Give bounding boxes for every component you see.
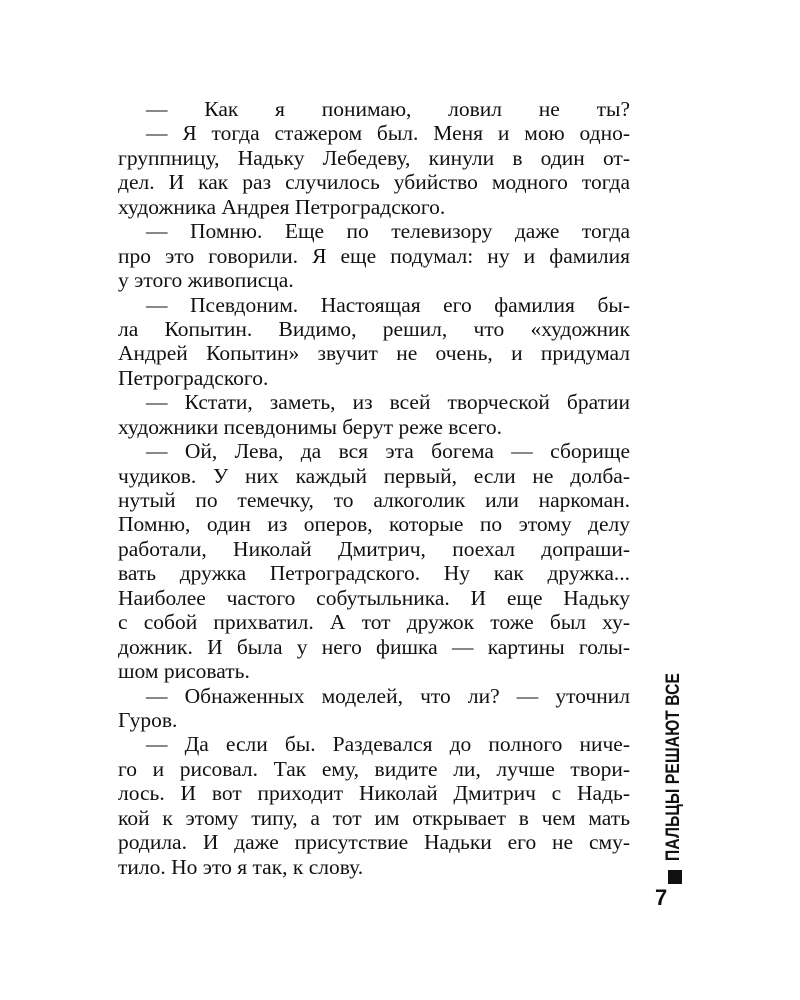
text-line: лось. И вот приходит Николай Дмитрич с Надь- <box>118 781 630 806</box>
text-line: — Псевдоним. Настоящая его фамилия бы- <box>146 292 630 317</box>
page-number: 7 <box>655 885 668 910</box>
text-line: про это говорили. Я еще подумал: ну и фамилия <box>118 243 630 268</box>
running-title-text: ПАЛЬЦЫ РЕШАЮТ ВСЕ <box>663 672 684 861</box>
body-text <box>118 97 630 879</box>
text-line: — Кстати, заметь, из всей творческой братии <box>146 390 630 415</box>
text-line: тило. Но это я так, к слову. <box>118 854 364 879</box>
text-line: Наиболее частого собутыльника. И еще Надьку <box>118 585 630 610</box>
text-line: художника Андрея Петроградского. <box>118 194 446 219</box>
text-line: шом рисовать. <box>118 659 250 684</box>
text-line: Гуров. <box>118 707 178 732</box>
text-line: у этого живописца. <box>118 268 294 293</box>
text-line: родила. И даже присутствие Надьки его не сму- <box>118 830 630 855</box>
square-bullet-icon <box>668 870 682 884</box>
text-line: Помню, один из оперов, которые по этому делу <box>118 512 630 537</box>
text-line: работали, Николай Дмитрич, поехал допраши- <box>118 536 630 561</box>
text-line: кой к этому типу, а тот им открывает в чем мать <box>118 805 630 830</box>
text-line: — Ой, Лева, да вся эта богема — сборище <box>146 439 630 464</box>
text-line: дожник. И была у него фишка — картины голы- <box>118 634 630 659</box>
text-line: с собой прихватил. А тот дружок тоже был ху- <box>118 610 630 635</box>
text-line: нутый по темечку, то алкоголик или наркоман. <box>118 488 630 512</box>
text-line: вать дружка Петроградского. Ну как дружка... <box>118 561 630 586</box>
text-line: ла Копытин. Видимо, решил, что «художник <box>118 316 630 341</box>
text-line: Петроградского. <box>118 365 269 390</box>
text-line: группницу, Надьку Лебедеву, кинули в один от- <box>118 145 630 170</box>
text-line: го и рисовал. Так ему, видите ли, лучше твори- <box>118 756 630 781</box>
text-line: дел. И как раз случилось убийство модного тогда <box>118 170 630 195</box>
text-line: — Помню. Еще по телевизору даже тогда <box>146 219 630 244</box>
running-title <box>663 632 685 884</box>
text-line: художники псевдонимы берут реже всего. <box>118 414 503 439</box>
text-line: — Как я понимаю, ловил не ты? <box>146 97 630 121</box>
text-line: чудиков. У них каждый первый, если не долба- <box>118 463 630 488</box>
text-line: — Обнаженных моделей, что ли? — уточнил <box>146 683 630 708</box>
text-line: — Я тогда стажером был. Меня и мою одно- <box>146 121 630 146</box>
text-line: — Да если бы. Раздевался до полного ниче- <box>146 732 630 757</box>
text-line: Андрей Копытин» звучит не очень, и придумал <box>118 341 630 366</box>
